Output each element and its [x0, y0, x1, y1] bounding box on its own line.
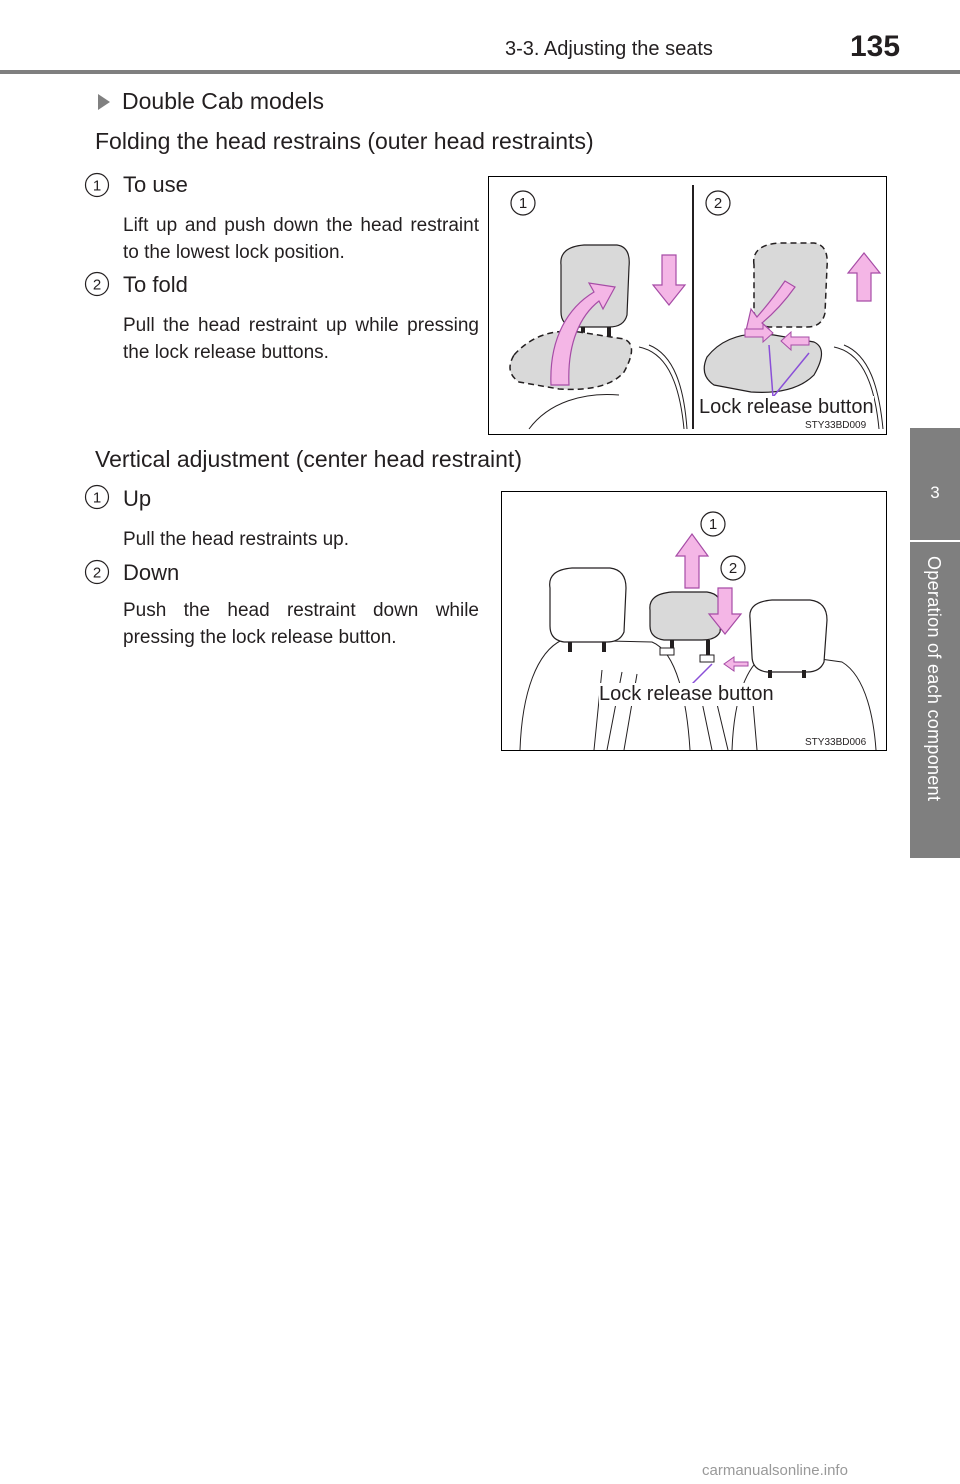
step2-text: Pull the head restraint up while pressing the lock release buttons.: [123, 315, 479, 363]
step1-number-icon: [84, 172, 110, 198]
header-rule: [0, 70, 960, 74]
triangle-bullet-icon: [98, 94, 110, 110]
section1-heading: Folding the head restrains (outer head restraints): [95, 128, 594, 154]
figure-code: STY33BD006: [805, 737, 867, 748]
section2-heading: Vertical adjustment (center head restraint): [95, 446, 522, 472]
step-down-number-icon: [84, 559, 110, 585]
lock-release-button-label: Lock release button: [699, 396, 874, 418]
svg-text:1: 1: [708, 516, 718, 533]
svg-text:2: 2: [92, 564, 102, 582]
svg-text:2: 2: [728, 560, 738, 577]
step-down-title: Down: [123, 560, 180, 585]
svg-text:1: 1: [518, 195, 528, 212]
bullet-text: Double Cab models: [122, 88, 325, 114]
head-restraint-vertical-illustration: [501, 491, 887, 751]
step-up-number-icon: [84, 484, 110, 510]
watermark: carmanualsonline.info: [702, 1462, 848, 1479]
svg-text:1: 1: [92, 177, 102, 195]
model-bullet: [98, 88, 324, 115]
svg-text:2: 2: [92, 276, 102, 294]
svg-text:2: 2: [713, 195, 723, 212]
step2-title: To fold: [123, 272, 188, 297]
step1-title: To use: [123, 172, 188, 197]
figure-code: STY33BD009: [805, 420, 867, 431]
svg-text:1: 1: [92, 489, 102, 507]
step-down-text: Push the head restraint down while pressing the lock release button.: [123, 600, 479, 648]
step1-text: Lift up and push down the head restraint to the lowest lock position.: [123, 215, 479, 263]
step-up-title: Up: [123, 486, 152, 511]
page-number: 135: [850, 30, 901, 63]
chapter-number: 3: [930, 483, 940, 502]
tab-divider: [910, 540, 960, 542]
vertical-diagram-svg: [502, 492, 886, 750]
chapter-tab: [910, 428, 960, 858]
section-title: 3-3. Adjusting the seats: [505, 38, 713, 60]
chapter-title: Operation of each component: [924, 556, 944, 802]
step-up-text: Pull the head restraints up.: [123, 529, 350, 550]
head-restraint-fold-illustration: [488, 176, 887, 435]
lock-release-button-label: Lock release button: [599, 683, 774, 705]
step2-number-icon: [84, 271, 110, 297]
